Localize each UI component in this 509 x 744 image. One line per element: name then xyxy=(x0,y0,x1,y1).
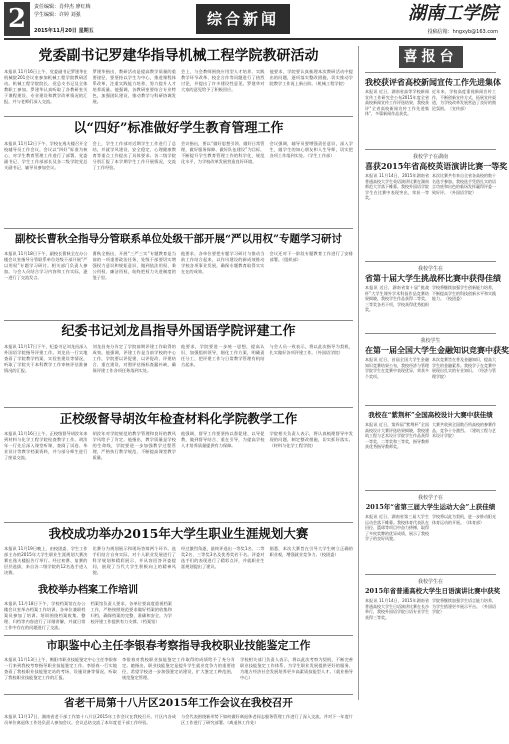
body-column: 本次竞赛旨在普及金融知识，提高大学生的金融素养。我校学子在竞赛中展现出扎实的专业知识。（经济与管理学院） xyxy=(432,357,496,379)
article-3 xyxy=(4,231,353,317)
body-column: 大赛共收到全国数百所高校的参赛作品，竞争十分激烈。（建筑工程与艺术设计学院） xyxy=(432,422,496,439)
body-column: 近年来，学校高度重视新闻宣传工作，不断创新宣传方式，拓展宣传渠道，为学校改革发展营造了良好的舆论氛围。（宣传部） xyxy=(432,89,496,111)
body-column: 会议还对下一阶段专题教育工作进行了安排部署。（组织部） xyxy=(269,251,353,262)
body-column: 本报讯 11月14日，2015年湖南省普通高校大学生英语演讲比赛在湖南师范大学落下帷幕。我校外国语学院学生在比赛中表现突出，荣获一等奖。 xyxy=(365,173,429,201)
body-column: 本报讯 近日，湖南省第十届“挑战杯”大学生课外学术科技作品竞赛结果揭晓，我校学生作品获得二等奖、三等奖各若干项，学校获得优秀组织奖。 xyxy=(365,285,429,313)
article-headline: 正校级督导胡汝年检查材料化学院教学工作 xyxy=(59,411,298,426)
body-column: 他要求，学院要认真梳理本次教研活动中提出的问题，逐项落实整改措施，切实推动学院教学工作再上新台阶。（机械工程学院） xyxy=(269,69,353,86)
notice-title: 我校获评省高校新闻宣传工作先进集体 xyxy=(365,77,501,87)
body-column: 本报讯 11月16日上午，正校级督导胡汝年来到材料与化学工程学院检查教学工作。胡汝年一行先后深入课堂听课，查阅了试卷、毕业设计等教学档案资料，并与部分师生进行了座谈交流。 xyxy=(4,431,88,460)
notice-label: 我校学生 xyxy=(420,338,441,344)
article-headline: 党委副书记罗建华指导机械工程学院教研活动 xyxy=(38,48,319,64)
notice-body xyxy=(365,598,496,638)
article-8 xyxy=(4,638,353,693)
article-body xyxy=(4,657,353,693)
article-divider xyxy=(4,407,353,408)
article-body xyxy=(4,344,353,404)
body-column: 胡汝年对学院规范的教学管理和良好的教风学风给予了肯定。他指出，教学质量是学校的生命线，学院要进一步加强教学过程管理，严格执行教学规范，不断提高课堂教学质量。 xyxy=(92,431,176,460)
notice-1 xyxy=(365,77,501,145)
notice-title: 我校在“紫荆杯”全国高校设计大赛中获佳绩 xyxy=(368,411,493,419)
article-headline: 纪委书记刘龙昌指导外国语学院评建工作 xyxy=(61,324,296,339)
article-body xyxy=(4,251,353,317)
body-column: 本报讯 11月18日下午，学校档案馆在办公楼会议室举办档案工作培训，各单位兼职档案员参加了培训。培训围绕档案收集、整理、归档等内容进行了详细讲解，并就日常工作中存在的问题进行了交流。 xyxy=(4,601,86,630)
notice-body xyxy=(365,285,496,329)
article-7 xyxy=(4,583,172,631)
article-divider xyxy=(4,522,353,523)
notice-rule xyxy=(365,490,496,491)
body-column: 比赛分为规划展示和现场答辩两个环节。选手们结合自身实际，对个人职业发展进行了科学规划和精彩展示，并从容回答评委提问，展现了当代大学生积极向上的精神风貌。 xyxy=(92,546,176,575)
article-5 xyxy=(4,410,353,521)
notice-rule xyxy=(365,574,496,575)
notice-title: 在第一届全国大学生金融知识竞赛中获奖 xyxy=(365,345,509,355)
body-column: 本报讯 11月17日下午，纪委书记刘龙昌深入外国语学院指导评建工作。刘龙昌一行实地查看了学院教学档案、实验室建设等情况，听取了学院关于本科教学工作审核评估准备情况的汇报。 xyxy=(4,344,88,373)
honor-board-title: 喜报台 xyxy=(399,46,463,68)
paper-logo: 湖南工学院 xyxy=(408,3,498,24)
body-column: 刘龙昌充分肯定了学院前期评建工作取得的成效。他强调，评建工作是当前学校的中心工作，学院要以评促建、以评促改、评建结合、重在建设，对照评估指标查漏补缺，确保评建工作各项任务落到实处。 xyxy=(92,344,176,373)
body-column: 学校将继续加强学生创新能力培养，不断提高学生的科技创新水平和实践能力。（校团委） xyxy=(432,285,496,302)
notice-title: 2015年省普通高校大学生日语演讲比赛中获奖 xyxy=(365,587,501,595)
body-column: 本报讯 11月19日晚上，由校团委、学生工作部主办的2015年大学生职业生涯规划大赛决赛在逸夫楼报告厅举行。经过初赛、复赛的层层选拔，来自各二级学院的12名选手进入决赛。 xyxy=(4,546,88,575)
article-body xyxy=(4,546,353,582)
article-divider xyxy=(4,116,353,117)
article-headline: 我校举办档案工作培训 xyxy=(38,585,138,596)
notice-title: 喜获2015年省高校英语演讲比赛一等奖 xyxy=(365,161,508,171)
notice-title: 2015年“省第三届大学生运动大会”上获佳绩 xyxy=(365,503,496,511)
issue-date: 2015年11月20日 星期五 xyxy=(34,28,94,34)
notice-body xyxy=(365,89,496,145)
notice-rule xyxy=(365,261,496,262)
body-column: 他强调，督导工作要坚持以督促建、以导促教，做到督导结合、重在引导，为提高学校人才培养质量提供有力保障。 xyxy=(181,431,265,448)
body-column: 学校将以此为契机，进一步推动阳光体育运动的开展。（体育部） xyxy=(432,514,496,525)
notice-rule xyxy=(365,149,496,150)
body-column: 他要求，学院要进一步统一思想，提高认识，加强组织领导，细化工作方案，明确责任分工，把评建工作与日常教学管理有机结合起来。 xyxy=(181,344,265,367)
notice-body xyxy=(365,173,496,257)
notice-rule xyxy=(365,405,496,406)
notice-title: 省第十届大学生挑战杯比赛中获得佳绩 xyxy=(365,273,501,283)
article-divider xyxy=(4,228,353,229)
article-body xyxy=(4,601,172,631)
notice-7 xyxy=(365,579,501,638)
body-column: 本报讯 近日，湖南省高等学校新闻宣传工作研究会公布2015年度全省高校新闻宣传工作评选结果，我校获评“全省高校新闻宣传工作先进集体”，多篇新闻作品获奖。 xyxy=(365,89,429,117)
notice-4 xyxy=(365,338,509,401)
article-body xyxy=(4,141,353,225)
article-6 xyxy=(4,525,353,582)
article-2 xyxy=(4,120,353,225)
body-column: 本次比赛共有来自全省各高校的数十名选手参加。我校选手凭借扎实的语言功底和出色的临场发挥赢得评委一致好评。（外国语学院） xyxy=(432,173,496,195)
notice-6 xyxy=(365,495,496,570)
body-column: 会上，与会教师围绕应用型人才培养、实践教学环节改革、校企合作等问题进行了热烈讨论，并提出了许多建设性意见。罗建华对大家的意见给予了积极回应。 xyxy=(181,69,265,92)
article-body xyxy=(4,69,353,111)
page-number: 2 xyxy=(4,2,30,36)
contact-email: 投稿信箱：hngxyb@163.com xyxy=(427,29,498,35)
article-headline: 市职鉴中心主任李银春考察指导我校职业技能鉴定工作 xyxy=(46,639,311,652)
notice-label: 我校学生在 xyxy=(417,266,443,272)
body-column: 本报讯 11月14日，2015年湖南省普通高校大学生日语演讲比赛在长沙举行，我校外国语学院日语专业学生获得三等奖。 xyxy=(365,598,429,620)
notice-rule xyxy=(365,333,496,334)
editor-credits xyxy=(34,3,184,19)
notice-2 xyxy=(365,154,508,257)
body-column: 会议指出，要以“做好思想引领、做好日常管理、做好服务保障、做好队伍建设”为目标，不断提升学生教育管理工作的科学化、规范化水平，为学校改革发展营造良好环境。 xyxy=(181,141,265,164)
article-headline: 副校长曹秋全指导分管联系单位处级干部开展“严以用权”专题学习研讨 xyxy=(14,233,343,245)
body-column: 会议强调，辅导员要增强责任意识，深入学生，做学生的知心朋友和人生导师，切实把各项工作落到实处。（学生工作部） xyxy=(269,141,353,158)
notice-body xyxy=(365,422,496,486)
article-headline: 我校成功举办2015年大学生职业生涯规划大赛 xyxy=(48,526,309,541)
body-column: 档案馆负责人要求，各单位要高度重视档案工作，严格按照规范要求做好档案的收集和归档，确保档案的完整、准确和安全，为学校评建工作提供有力支撑。（档案馆） xyxy=(90,601,172,624)
article-body xyxy=(4,431,353,521)
editor-line: 责任编辑：肖仲杰 廖红梅 xyxy=(34,4,91,10)
body-column: 他要求，各单位要把专题学习研讨与推动当前工作结合起来，以作风建设的新成效推动学校各项事业发展，确保专题教育取得实实在在的成效。 xyxy=(181,251,265,274)
body-column: 罗建华指出，教研活动是提高教学质量的重要途径，要坚持以学生为中心，推进课程体系改革，注重实践能力培养，努力提升人才培养质量。他强调，各教研室要结合专业特色，加强团队建设，推动教学与科研协调发展。 xyxy=(92,69,176,104)
body-column: 与会人员一致表示，将以此次指导为契机，扎实做好各项评建工作。（外国语学院） xyxy=(269,344,353,355)
body-column: 本报讯 近日，首届全国大学生金融知识竞赛结果公布，我校经济与管理学院学生在竞赛中表现优异，荣获多个奖项。 xyxy=(365,357,429,379)
body-column: 会上，学生工作部对近期学生工作进行了总结，并就学风建设、安全稳定、心理健康教育等重点工作提出了具体要求。各二级学院分别汇报了本学期学生工作开展情况，交流了工作经验。 xyxy=(92,141,176,170)
honor-board-rule xyxy=(365,72,496,73)
body-column: 本报讯 11月17日，湖南省老干部工作第十八片区2015年工作会议在我校召开。片区内各成员单位离退休工作处负责人参加会议。会议总结交流了本年度老干部工作经验。 xyxy=(4,714,176,725)
body-column: 学院相关负责人表示，将认真梳理督导中发现的问题，制定整改措施，切实抓好落实。（材料与化学工程学院） xyxy=(269,431,353,448)
article-headline: 省老干局第十八片区2015年工作会议在我校召开 xyxy=(64,697,293,709)
article-divider xyxy=(4,635,353,636)
notice-label: 我校学生在 xyxy=(417,579,443,585)
body-column: 经过激烈角逐，最终评选出一等奖1名、二等奖2名、三等奖3名及优秀奖若干名。评委对选手们的表现进行了精彩点评，并就职业生涯规划提出了建议。 xyxy=(181,546,265,569)
body-column: 与会代表围绕新形势下如何做好离退休老同志服务管理工作进行了深入交流，并对下一年度片区工作进行了研究部署。（离退休工作处） xyxy=(181,714,353,725)
body-column: 本报讯 近日，第四届“紫荆杯”全国高校设计大赛评选结果揭晓，我校建筑工程与艺术设计学院学生作品获得一等奖、二等奖和三等奖，指导教师获优秀指导教师奖。 xyxy=(365,422,429,450)
body-column: 学院将继续加强学生语言能力培养，为学生搭建更多展示平台。（外国语学院） xyxy=(432,598,496,615)
student-editor-line: 学生编辑：许婷 刘强 xyxy=(34,12,81,18)
article-body xyxy=(4,714,353,744)
masthead xyxy=(0,0,500,44)
article-divider xyxy=(4,694,353,695)
honor-board-column xyxy=(358,46,509,700)
notice-body xyxy=(365,357,496,401)
body-column: 本报讯 11月18日下午，副校长曹秋全在办公楼会议室指导分管联系单位处级干部开展“严以用权”专题学习研讨。相关部门负责人参加。与会人员结合学习内容和工作实际，逐一进行了交流发言。 xyxy=(4,251,88,280)
article-1 xyxy=(4,46,353,111)
body-column: 本报讯 近日，湖南省第三届大学生运动会落下帷幕。我校体育代表队在田径、篮球等项目中奋力拼搏，取得了多枚奖牌的优异成绩，展示了我校学子的良好风貌。 xyxy=(365,514,429,542)
section-title: 综合新闻 xyxy=(196,4,290,34)
masthead-rule xyxy=(4,38,496,40)
article-9 xyxy=(4,696,353,744)
article-divider xyxy=(4,320,353,321)
body-column: 本报讯 11月12日下午，学校在逸夫楼召开全校辅导员工作会议。会议以“四好”标准为核心，对学生教育管理工作进行了部署。党委副书记、学生工作部部长及各二级学院党总支副书记、辅导员参加会议。 xyxy=(4,141,88,170)
body-column: 本报讯 11月16日上午，党委副书记罗建华在机械院201会议室参加机械工程学院教研活动。机械工程学院院长、党总支书记及全体教职工参加。罗建华认真听取了各教研室关于课程建设、专业建设和教学改革情况的汇报，并与老师们深入交流。 xyxy=(4,69,88,104)
body-column: 本报讯 11月13日上午，衡阳市职业技能鉴定中心主任李银春一行来到我校考察指导职业技能鉴定工作。李银春一行实地查看了我校职业技能鉴定站的考场、设施设备等情况，听取了我校职业技能鉴定工作的汇报。 xyxy=(4,657,117,680)
notice-3 xyxy=(365,266,501,329)
notice-body xyxy=(365,514,496,570)
article-headline: 以“四好”标准做好学生教育管理工作 xyxy=(73,121,284,136)
article-4 xyxy=(4,323,353,404)
notice-label: 我校学子在湖南 xyxy=(412,154,448,160)
notice-label: 我校学子在 xyxy=(417,495,443,501)
notice-5 xyxy=(365,410,496,486)
body-column: 李银春对我校职业技能鉴定工作取得的成绩给予了充分肯定。她指出，职业技能鉴定是提升学生就业竞争力的重要途径，希望学校进一步加强鉴定站建设，扩大鉴定工种范围，规范鉴定管理。 xyxy=(122,657,235,680)
news-column xyxy=(4,46,353,725)
body-column: 学校相关部门负责人表示，将以此次考察为契机，不断完善职业技能鉴定工作体系，为学生职业发展提供更好的服务，为地方经济社会发展培养更多高素质技能型人才。（就业指导中心） xyxy=(240,657,353,680)
body-column: 据悉，本次大赛旨在引导大学生树立正确的职业观，增强就业竞争力。（校团委） xyxy=(269,546,353,557)
body-column: 曹秋全指出，开展“三严三实”专题教育是当前的一项重要政治任务，处级干部要切实增强权力意识和规矩意识，做到依法用权、秉公用权、廉洁用权，始终把权力关进制度的笼子里。 xyxy=(92,251,176,280)
